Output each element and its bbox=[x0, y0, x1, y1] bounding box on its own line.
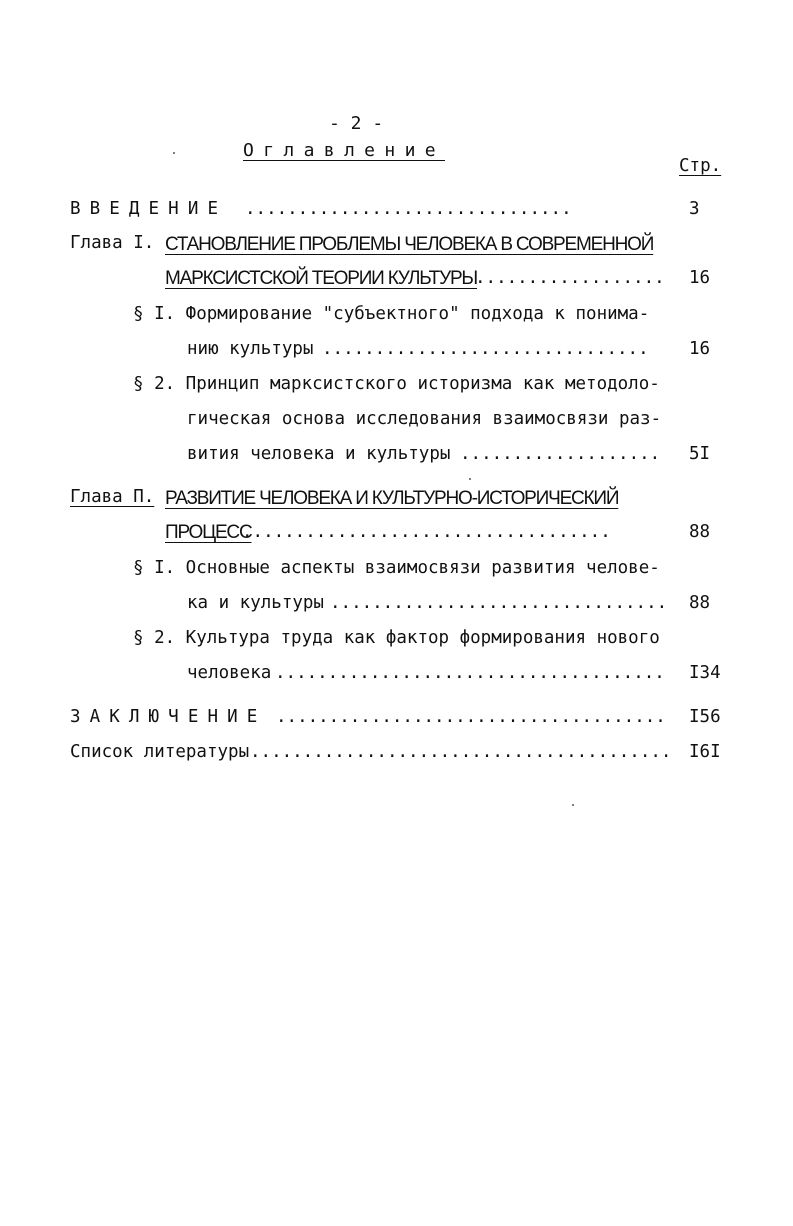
chapter-prefix: Глава I. bbox=[70, 233, 155, 253]
leader-dots: ................... bbox=[460, 444, 661, 464]
toc-page: I56 bbox=[689, 707, 721, 727]
leader-dots: ............................... bbox=[245, 199, 572, 219]
toc-label: ЗАКЛЮЧЕНИЕ bbox=[70, 707, 267, 727]
chapter-prefix: Глава П. bbox=[70, 487, 155, 507]
section-line-2: гическая основа исследования взаимосвязи раз- bbox=[187, 409, 662, 429]
leader-dots: ........................................ bbox=[250, 742, 672, 762]
toc-page: 16 bbox=[689, 268, 711, 288]
toc-page: 16 bbox=[689, 339, 711, 359]
toc-label: ВВЕДЕНИЕ bbox=[70, 199, 228, 219]
leader-dots: .................. bbox=[475, 268, 665, 288]
section-line-3: вития человека и культуры bbox=[187, 444, 451, 464]
leader-dots: ..................................... bbox=[276, 707, 666, 727]
scan-speck bbox=[173, 152, 175, 154]
page-title: Оглавление bbox=[243, 140, 445, 161]
leader-dots: ..................................... bbox=[275, 663, 665, 683]
chapter-title-line-1: РАЗВИТИЕ ЧЕЛОВЕКА И КУЛЬТУРНО-ИСТОРИЧЕСКИЙ bbox=[165, 488, 619, 509]
toc-page: 88 bbox=[689, 593, 711, 613]
chapter-title-line-2: МАРКСИСТСКОЙ ТЕОРИИ КУЛЬТУРЫ bbox=[165, 268, 478, 289]
leader-dots: ............................... bbox=[322, 339, 649, 359]
leader-dots: ................................... bbox=[242, 522, 611, 542]
toc-page: 3 bbox=[689, 199, 700, 219]
toc-page: I6I bbox=[689, 742, 721, 762]
chapter-title-line-1: СТАНОВЛЕНИЕ ПРОБЛЕМЫ ЧЕЛОВЕКА В СОВРЕМЕННОЙ bbox=[165, 234, 654, 255]
page-number: - 2 - bbox=[329, 113, 384, 134]
section-line-1: § 2. Культура труда как фактор формирования нового bbox=[133, 628, 660, 648]
section-line-1: § I. Формирование "субъектного" подхода к понима- bbox=[133, 304, 650, 324]
section-line-2: ка и культуры bbox=[187, 593, 324, 613]
leader-dots: ................................ bbox=[330, 593, 668, 613]
chapter-title-line-2: ПРОЦЕСС bbox=[165, 522, 252, 543]
scan-speck bbox=[572, 804, 574, 806]
section-line-2: человека bbox=[187, 663, 272, 683]
toc-page: 5I bbox=[689, 444, 711, 464]
toc-label: Список литературы bbox=[70, 742, 250, 762]
scan-speck bbox=[469, 478, 471, 480]
toc-page: 88 bbox=[689, 522, 711, 542]
section-line-1: § 2. Принцип марксистского историзма как методоло- bbox=[133, 374, 660, 394]
section-line-2: нию культуры bbox=[187, 339, 314, 359]
section-line-1: § I. Основные аспекты взаимосвязи развития челове- bbox=[133, 558, 660, 578]
toc-page: I34 bbox=[689, 663, 721, 683]
page-column-label: Стр. bbox=[679, 156, 722, 176]
